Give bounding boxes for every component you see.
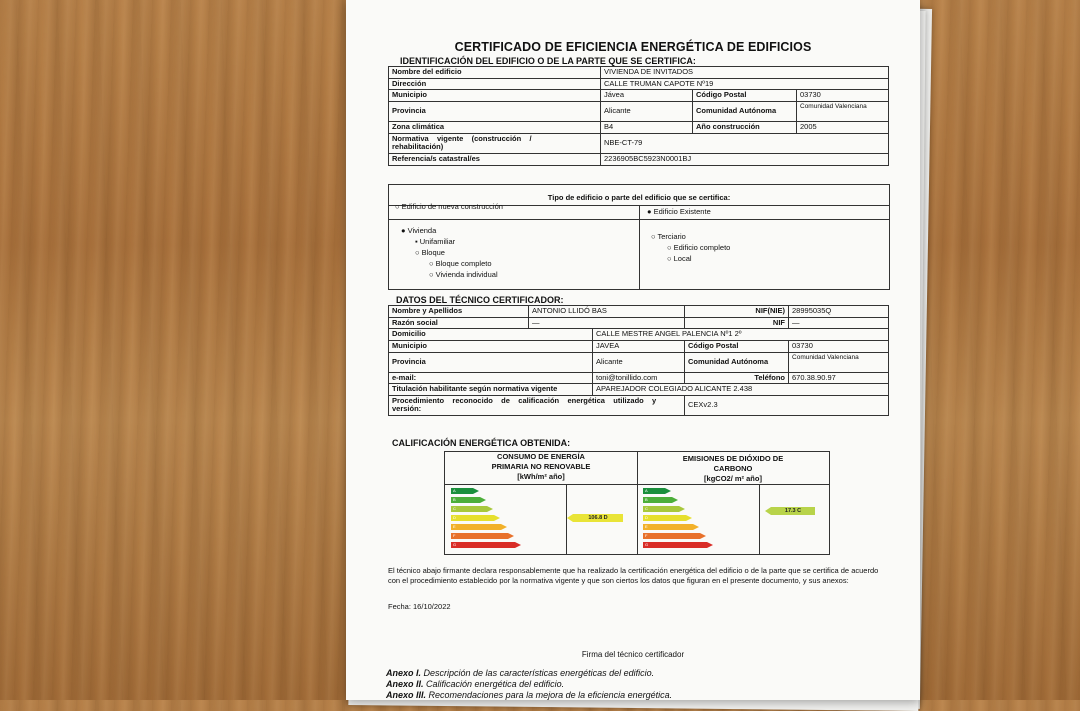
value-provincia: Alicante	[601, 101, 693, 121]
divider	[759, 484, 760, 554]
option-vivienda-individual: ○ Vivienda individual	[429, 270, 498, 279]
value-municipio: Jávea	[601, 90, 693, 102]
divider	[639, 205, 640, 289]
document-title: CERTIFICADO DE EFICIENCIA ENERGÉTICA DE EDIFICIOS	[454, 40, 812, 54]
value-anio-construccion: 2005	[797, 121, 889, 133]
option-local-label: Local	[673, 254, 692, 263]
value-normativa: NBE-CT-79	[601, 133, 889, 153]
value-comunidad-autonoma: Comunidad Valenciana	[797, 101, 889, 121]
rating-section-title: CALIFICACIÓN ENERGÉTICA OBTENIDA:	[392, 438, 571, 448]
value-municipio-tecnico: JAVEA	[593, 340, 685, 352]
label-provincia-tecnico: Provincia	[389, 352, 593, 372]
consumo-rating-marker: 106.8 D	[573, 514, 623, 522]
consumo-header-line1: CONSUMO DE ENERGÍA	[497, 452, 585, 461]
consumo-scale-bar-c: C	[451, 506, 487, 512]
label-direccion: Dirección	[389, 78, 601, 90]
consumo-scale-bar-g: G	[451, 542, 515, 548]
value-referencia-catastral: 2236905BC5923N0001BJ	[601, 153, 889, 165]
consumo-header-line2: PRIMARIA NO RENOVABLE	[491, 462, 591, 471]
label-procedimiento-line2: versión:	[392, 404, 422, 414]
value-codigo-postal: 03730	[797, 90, 889, 102]
annex-1-number: Anexo I.	[386, 668, 422, 678]
annex-1-text: Descripción de las características energéticas del edificio.	[423, 668, 655, 678]
annex-3	[386, 690, 672, 700]
option-edificio-completo: ○ Edificio completo	[667, 243, 731, 252]
option-local: ○ Local	[667, 254, 692, 263]
option-unifamiliar-label: Unifamiliar	[419, 237, 456, 246]
label-nif-nie: NIF(NIE)	[685, 306, 789, 318]
annex-3-number: Anexo III.	[386, 690, 427, 700]
label-normativa	[389, 133, 601, 153]
value-provincia-tecnico: Alicante	[593, 352, 685, 372]
identification-table	[388, 66, 889, 166]
option-bloque-completo: ○ Bloque completo	[429, 259, 492, 268]
consumo-scale-bar-b: B	[451, 497, 480, 503]
building-type-box	[388, 184, 890, 290]
value-direccion: CALLE TRUMAN CAPOTE Nº19	[601, 78, 889, 90]
firma-label: Firma del técnico certificador	[581, 650, 685, 659]
emisiones-header-line2: CARBONO	[713, 464, 753, 473]
emisiones-scale-bar-a: A	[643, 488, 665, 494]
emisiones-unit: [kgCO2/ m² año]	[704, 474, 762, 483]
annex-2-text: Calificación energética del edificio.	[426, 679, 565, 689]
option-bloque-label: Bloque	[421, 248, 445, 257]
emisiones-scale-bar-g: G	[643, 542, 707, 548]
consumo-scale-bar-e: E	[451, 524, 501, 530]
label-provincia: Provincia	[389, 101, 601, 121]
label-nombre-apellidos: Nombre y Apellidos	[389, 306, 529, 318]
option-edificio-existente: ● Edificio Existente	[647, 207, 711, 216]
emisiones-scale-bar-c: C	[643, 506, 679, 512]
option-terciario-label: Terciario	[657, 232, 686, 241]
consumo-unit: [kWh/m² año]	[517, 472, 565, 481]
label-municipio: Municipio	[389, 90, 601, 102]
consumo-scale-bar-d: D	[451, 515, 494, 521]
identification-section-title: IDENTIFICACIÓN DEL EDIFICIO O DE LA PARTE QUE SE CERTIFICA:	[400, 56, 696, 66]
technician-section-title: DATOS DEL TÉCNICO CERTIFICADOR:	[396, 295, 564, 305]
label-anio-construccion: Año construcción	[693, 121, 797, 133]
value-razon-social: —	[529, 317, 685, 329]
label-nif: NIF	[685, 317, 789, 329]
emisiones-scale-bar-e: E	[643, 524, 693, 530]
option-vivienda-individual-label: Vivienda individual	[435, 270, 498, 279]
value-nombre-edificio: VIVIENDA DE INVITADOS	[601, 67, 889, 79]
option-nueva-construccion-label: Edificio de nueva construcción	[401, 202, 503, 211]
label-zona-climatica: Zona climática	[389, 121, 601, 133]
option-vivienda-label: Vivienda	[407, 226, 437, 235]
annex-1	[386, 668, 654, 678]
label-email: e-mail:	[389, 372, 593, 384]
fecha-text: Fecha: 16/10/2022	[388, 602, 451, 611]
annex-2	[386, 679, 564, 689]
label-procedimiento	[389, 395, 685, 415]
label-normativa-line1: Normativa vigente (construcción /	[392, 133, 532, 143]
certificate-page	[346, 0, 920, 700]
value-nif: —	[789, 317, 889, 329]
value-email: toni@tonillido.com	[593, 372, 685, 384]
label-titulacion: Titulación habilitante según normativa vigente	[389, 384, 593, 396]
label-codigo-postal: Código Postal	[693, 90, 797, 102]
divider	[445, 484, 829, 485]
declaration-text: El técnico abajo firmante declara responsablemente que ha realizado la certificación energética del edificio o de la parte que se certifica de acuerdo con el procedimiento establecido por la normativa vigente y que son ciertos los datos que figuran en el presente documento, y sus anexos:	[388, 566, 879, 585]
emisiones-scale-bar-b: B	[643, 497, 672, 503]
label-municipio-tecnico: Municipio	[389, 340, 593, 352]
option-vivienda: ● Vivienda	[401, 226, 437, 235]
emisiones-scale-bar-d: D	[643, 515, 686, 521]
option-terciario: ○ Terciario	[651, 232, 686, 241]
technician-table	[388, 305, 889, 416]
rating-chart-box	[444, 451, 830, 555]
value-procedimiento: CEXv2.3	[685, 395, 889, 415]
value-nombre-apellidos: ANTONIO LLIDÓ BAS	[529, 306, 685, 318]
value-zona-climatica: B4	[601, 121, 693, 133]
consumo-scale-bar-a: A	[451, 488, 473, 494]
option-nueva-construccion: ○ Edificio de nueva construcción	[395, 202, 503, 211]
label-cp-tecnico: Código Postal	[685, 340, 789, 352]
label-domicilio: Domicilio	[389, 329, 593, 341]
label-razon-social: Razón social	[389, 317, 529, 329]
label-procedimiento-line1: Procedimiento reconocido de calificación energética utilizado y	[392, 395, 657, 405]
emisiones-header-line1: EMISIONES DE DIÓXIDO DE	[682, 454, 784, 463]
value-titulacion: APAREJADOR COLEGIADO ALICANTE 2.438	[593, 384, 889, 396]
option-edificio-existente-label: Edificio Existente	[653, 207, 711, 216]
option-bloque-completo-label: Bloque completo	[435, 259, 492, 268]
option-bloque: ○ Bloque	[415, 248, 445, 257]
label-ca-tecnico: Comunidad Autónoma	[685, 352, 789, 372]
label-telefono: Teléfono	[685, 372, 789, 384]
value-domicilio: CALLE MESTRE ANGEL PALENCIA Nº1 2º	[593, 329, 889, 341]
value-ca-tecnico: Comunidad Valenciana	[789, 352, 889, 372]
divider	[389, 219, 889, 220]
label-nombre-edificio: Nombre del edificio	[389, 67, 601, 79]
label-comunidad-autonoma: Comunidad Autónoma	[693, 101, 797, 121]
value-telefono: 670.38.90.97	[789, 372, 889, 384]
emisiones-rating-marker: 17.3 C	[771, 507, 815, 515]
annex-3-text: Recomendaciones para la mejora de la eficiencia energética.	[428, 690, 673, 700]
emisiones-scale-bar-f: F	[643, 533, 700, 539]
option-unifamiliar: ▪ Unifamiliar	[415, 237, 456, 246]
consumo-scale-bar-f: F	[451, 533, 508, 539]
building-type-header: Tipo de edificio o parte del edificio que se certifica:	[547, 193, 731, 202]
annex-2-number: Anexo II.	[386, 679, 424, 689]
value-cp-tecnico: 03730	[789, 340, 889, 352]
option-edificio-completo-label: Edificio completo	[673, 243, 731, 252]
label-normativa-line2: rehabilitación)	[392, 142, 444, 152]
value-nif-nie: 28995035Q	[789, 306, 889, 318]
label-referencia-catastral: Referencia/s catastral/es	[389, 153, 601, 165]
